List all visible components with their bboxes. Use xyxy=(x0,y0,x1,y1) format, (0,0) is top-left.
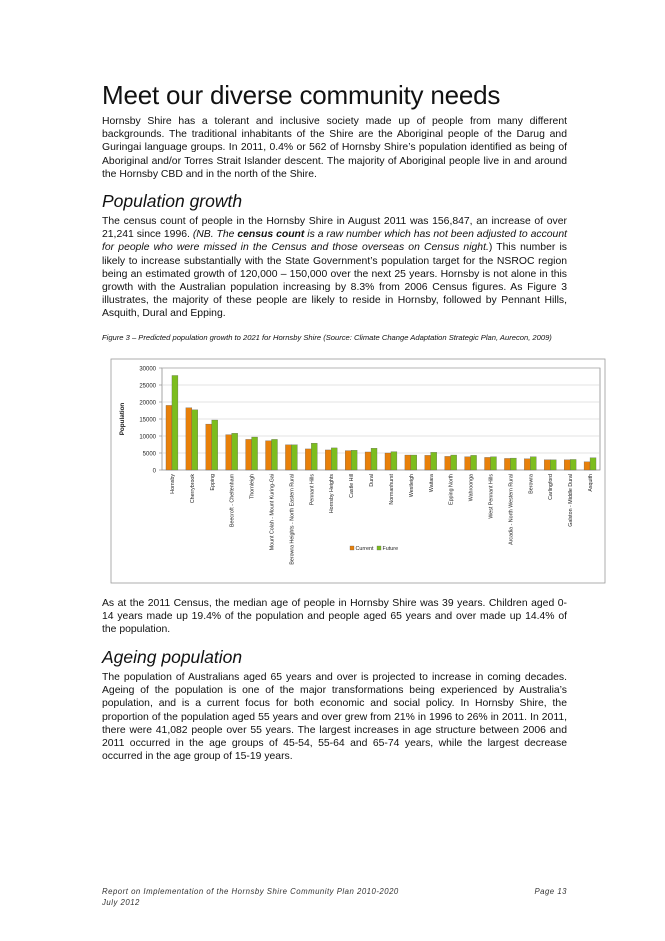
pg-text-end: ) This number is likely to increase substantially with the State Government’s population target for the NSROC region being an estimated growth of 120,000 – 150,000 over the next 25 years. Hornsby is not alone in this growth with the Australian population increasing by 8.3% from 2006 Census figures. As Figure 3 illustrates, the majority of these people are likely to reside in Hornsby, followed by Pennant Hills, Asquith, Dural and Epping. xyxy=(102,242,567,320)
bar-future-5 xyxy=(272,439,278,470)
pg-text-start: The census count of people in the Hornsby Shire in August 2011 was 156,847, an increase of over 21,241 since 1996. xyxy=(102,216,567,241)
bar-future-6 xyxy=(291,445,297,470)
bar-current-11 xyxy=(385,453,391,470)
pg-note-bold: census count xyxy=(237,229,305,241)
x-tick-label: Epping xyxy=(209,474,216,491)
population-chart xyxy=(110,358,606,584)
bar-current-21 xyxy=(584,462,590,470)
y-tick-label: 10000 xyxy=(139,434,156,441)
bar-future-0 xyxy=(172,375,178,470)
bar-current-3 xyxy=(226,435,232,470)
bar-current-20 xyxy=(564,460,570,470)
pg-note-b: is a raw number which has not been adjusted to account for people who were missed in the Census and those overseas on Census night. xyxy=(102,229,567,254)
page-footer xyxy=(102,886,567,908)
page-number: Page 13 xyxy=(534,887,567,896)
bar-future-17 xyxy=(510,458,516,470)
x-tick-label: Berowra Heights - North Eastern Rural xyxy=(289,474,296,565)
y-tick-label: 15000 xyxy=(139,417,156,424)
bar-current-15 xyxy=(465,457,471,470)
bar-current-12 xyxy=(405,455,411,470)
page-body xyxy=(102,80,567,343)
x-tick-label: Hornsby Heights xyxy=(329,474,336,514)
bar-current-14 xyxy=(445,456,451,470)
x-tick-label: Mount Colah - Mount Kuring-Gai xyxy=(269,474,276,551)
x-tick-label: Carlingford xyxy=(548,474,555,500)
x-tick-label: Galston - Middle Dural xyxy=(568,474,575,527)
bar-current-5 xyxy=(266,441,272,470)
x-tick-label: Hornsby xyxy=(169,474,176,494)
section-heading-ageing-population: Ageing population xyxy=(102,647,243,667)
bar-current-19 xyxy=(544,460,550,470)
x-tick-label: Normanhurst xyxy=(388,474,395,505)
bar-current-4 xyxy=(246,439,252,470)
bar-future-21 xyxy=(590,458,596,470)
bar-future-10 xyxy=(371,448,377,470)
bar-future-8 xyxy=(331,448,337,470)
footer-date: July 2012 xyxy=(102,898,140,907)
intro-paragraph: Hornsby Shire has a tolerant and inclusive society made up of people from many different backgrounds. The traditional inhabitants of the Shire are the Aboriginal people of the Darug and Guringai language groups. In 2011, 0.4% or 562 of Hornsby Shire’s population identified as being of Aboriginal and/or Torres Strait Islander descent. The majority of Aboriginal people live in and around the Hornsby CBD and in the north of the Shire. xyxy=(102,116,567,180)
bar-future-2 xyxy=(212,420,218,470)
ageing-section xyxy=(102,647,567,763)
population-growth-paragraph xyxy=(102,215,567,321)
bar-current-0 xyxy=(166,405,172,470)
figure-caption: Figure 3 – Predicted population growth to 2021 for Hornsby Shire (Source: Climate Change Adaptation Strategic Plan, Aurecon, 2009) xyxy=(102,332,552,342)
bar-future-18 xyxy=(530,457,536,470)
x-tick-label: Cherrybrook xyxy=(189,474,196,504)
footer-title: Report on Implementation of the Hornsby Shire Community Plan 2010-2020 xyxy=(102,887,399,896)
x-tick-label: Thornleigh xyxy=(249,474,256,500)
y-tick-label: 30000 xyxy=(139,366,156,373)
bar-current-9 xyxy=(345,451,351,470)
bar-current-18 xyxy=(524,459,530,470)
y-tick-label: 20000 xyxy=(139,400,156,407)
bar-current-13 xyxy=(425,455,431,470)
bar-current-1 xyxy=(186,408,192,470)
bar-future-15 xyxy=(471,455,477,470)
bar-future-3 xyxy=(232,433,238,470)
x-tick-label: Wahroonga xyxy=(468,474,475,502)
bar-future-20 xyxy=(570,459,576,470)
y-tick-label: 5000 xyxy=(142,451,156,458)
bar-current-16 xyxy=(485,457,491,470)
x-tick-label: Castle Hill xyxy=(349,474,356,498)
bar-future-19 xyxy=(550,460,556,470)
y-tick-label: 0 xyxy=(152,468,156,475)
bar-current-8 xyxy=(325,450,331,470)
x-tick-label: West Pennant Hills xyxy=(488,474,495,519)
bar-future-14 xyxy=(451,455,457,470)
bar-current-10 xyxy=(365,452,371,470)
x-tick-label: Epping North xyxy=(448,474,455,505)
legend-label-future: Future xyxy=(382,545,399,552)
x-tick-label: Waitara xyxy=(428,474,435,493)
ageing-paragraph: The population of Australians aged 65 years and over is projected to increase in coming decades. Ageing of the population is one of the major transformations being experienced by Australia’s population, and is a current focus for both economic and social policy. In Hornsby Shire, the proportion of the population aged 55 years and over grew from 21% in 1996 to 26% in 2011. In 2011, there were 41,082 people over 55 years. The largest increases in age structure between 2006 and 2011 occurred in the age groups of 45-54, 55-64 and 65-74 years, while the largest decrease occurred in the age group of 15-19 years. xyxy=(102,672,567,763)
x-tick-label: Asquith xyxy=(588,474,595,492)
bar-future-1 xyxy=(192,410,198,470)
legend-swatch-current xyxy=(350,546,354,550)
bar-current-6 xyxy=(285,445,291,470)
bar-current-17 xyxy=(504,458,510,470)
x-tick-label: Dural xyxy=(369,474,376,487)
median-age-paragraph: As at the 2011 Census, the median age of people in Hornsby Shire was 39 years. Children aged 0-14 years made up 19.4% of the population and people aged 65 years and over made up 14.4% of the population. xyxy=(102,598,567,636)
median-age-block xyxy=(102,597,567,637)
x-tick-label: Berowra xyxy=(528,474,535,494)
bar-current-7 xyxy=(305,449,311,470)
bar-future-16 xyxy=(491,457,497,470)
bar-current-2 xyxy=(206,424,212,470)
bar-future-13 xyxy=(431,452,437,470)
section-heading-population-growth: Population growth xyxy=(102,191,243,212)
population-chart-svg xyxy=(110,358,606,584)
legend-swatch-future xyxy=(377,546,381,550)
page-title: Meet our diverse community needs xyxy=(102,80,501,110)
bar-future-12 xyxy=(411,455,417,470)
x-tick-label: Pennant Hills xyxy=(309,474,316,506)
legend-label-current: Current xyxy=(355,545,374,552)
pg-note-a: (NB. The xyxy=(192,229,238,241)
y-axis-label: Population xyxy=(119,402,126,436)
bar-future-7 xyxy=(311,443,317,470)
bar-future-9 xyxy=(351,450,357,470)
y-tick-label: 25000 xyxy=(139,383,156,390)
x-tick-label: Arcadia - North Western Rural xyxy=(508,474,515,545)
bar-future-11 xyxy=(391,452,397,470)
x-tick-label: Westleigh xyxy=(408,474,415,498)
x-tick-label: Beecroft - Cheltenham xyxy=(229,474,236,527)
bar-future-4 xyxy=(252,437,258,470)
